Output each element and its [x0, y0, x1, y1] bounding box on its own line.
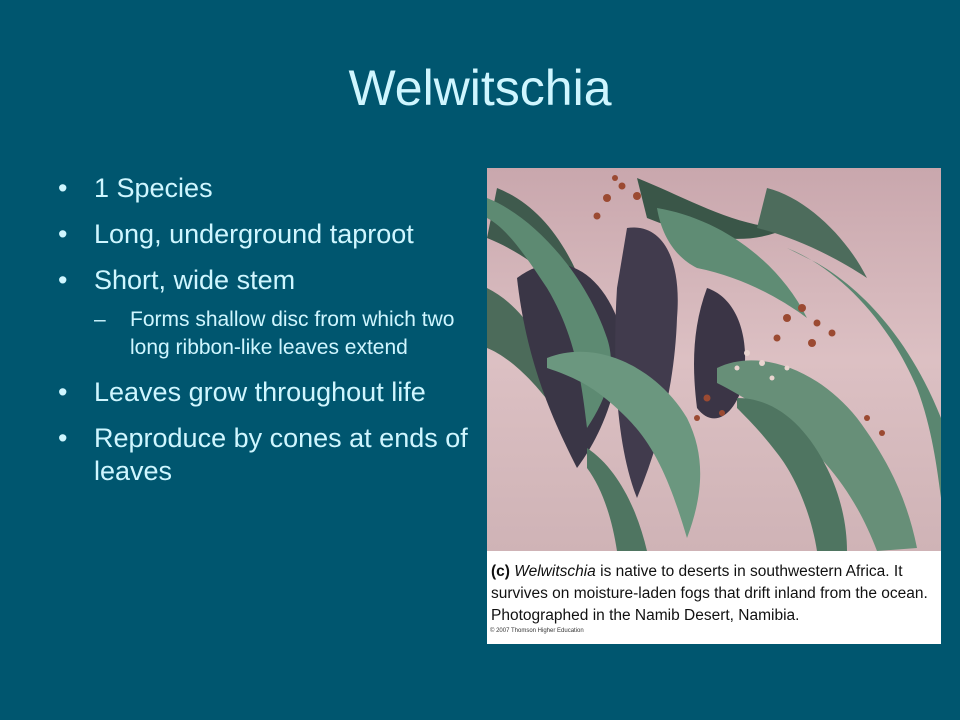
bullet-glyph: •: [58, 423, 68, 453]
sub-bullet-item: [94, 306, 468, 362]
slide-title: Welwitschia: [348, 60, 612, 116]
bullet-text: Short, wide stem: [94, 265, 296, 295]
bullet-glyph: •: [58, 173, 68, 203]
figure: [487, 168, 941, 644]
bullet-text: Leaves grow throughout life: [94, 377, 426, 407]
bullet-item: [58, 422, 468, 488]
caption-text: is native to deserts in southwestern Africa. It survives on moisture-laden fogs that drift inland from the ocean. Photographed in the Namib Desert, Namibia.: [491, 563, 928, 624]
copyright-notice: © 2007 Thomson Higher Education: [490, 628, 584, 634]
caption-genus: Welwitschia: [514, 563, 596, 580]
bullet-item: [58, 264, 468, 297]
figure-caption: [487, 551, 941, 644]
bullet-glyph: •: [58, 219, 68, 249]
bullet-glyph: •: [58, 265, 68, 295]
welwitschia-photo: [487, 168, 941, 551]
bullet-text: Reproduce by cones at ends of leaves: [94, 423, 468, 486]
caption-tag: (c): [491, 563, 510, 580]
bullet-list: [58, 172, 468, 501]
bullet-item: [58, 172, 468, 205]
bullet-glyph: •: [58, 377, 68, 407]
sub-bullet-glyph: –: [94, 308, 106, 331]
bullet-item: [58, 218, 468, 251]
sub-bullet-text: Forms shallow disc from which two long ribbon-like leaves extend: [130, 308, 455, 359]
bullet-item: [58, 376, 468, 409]
bullet-text: Long, underground taproot: [94, 219, 414, 249]
bullet-text: 1 Species: [94, 173, 213, 203]
